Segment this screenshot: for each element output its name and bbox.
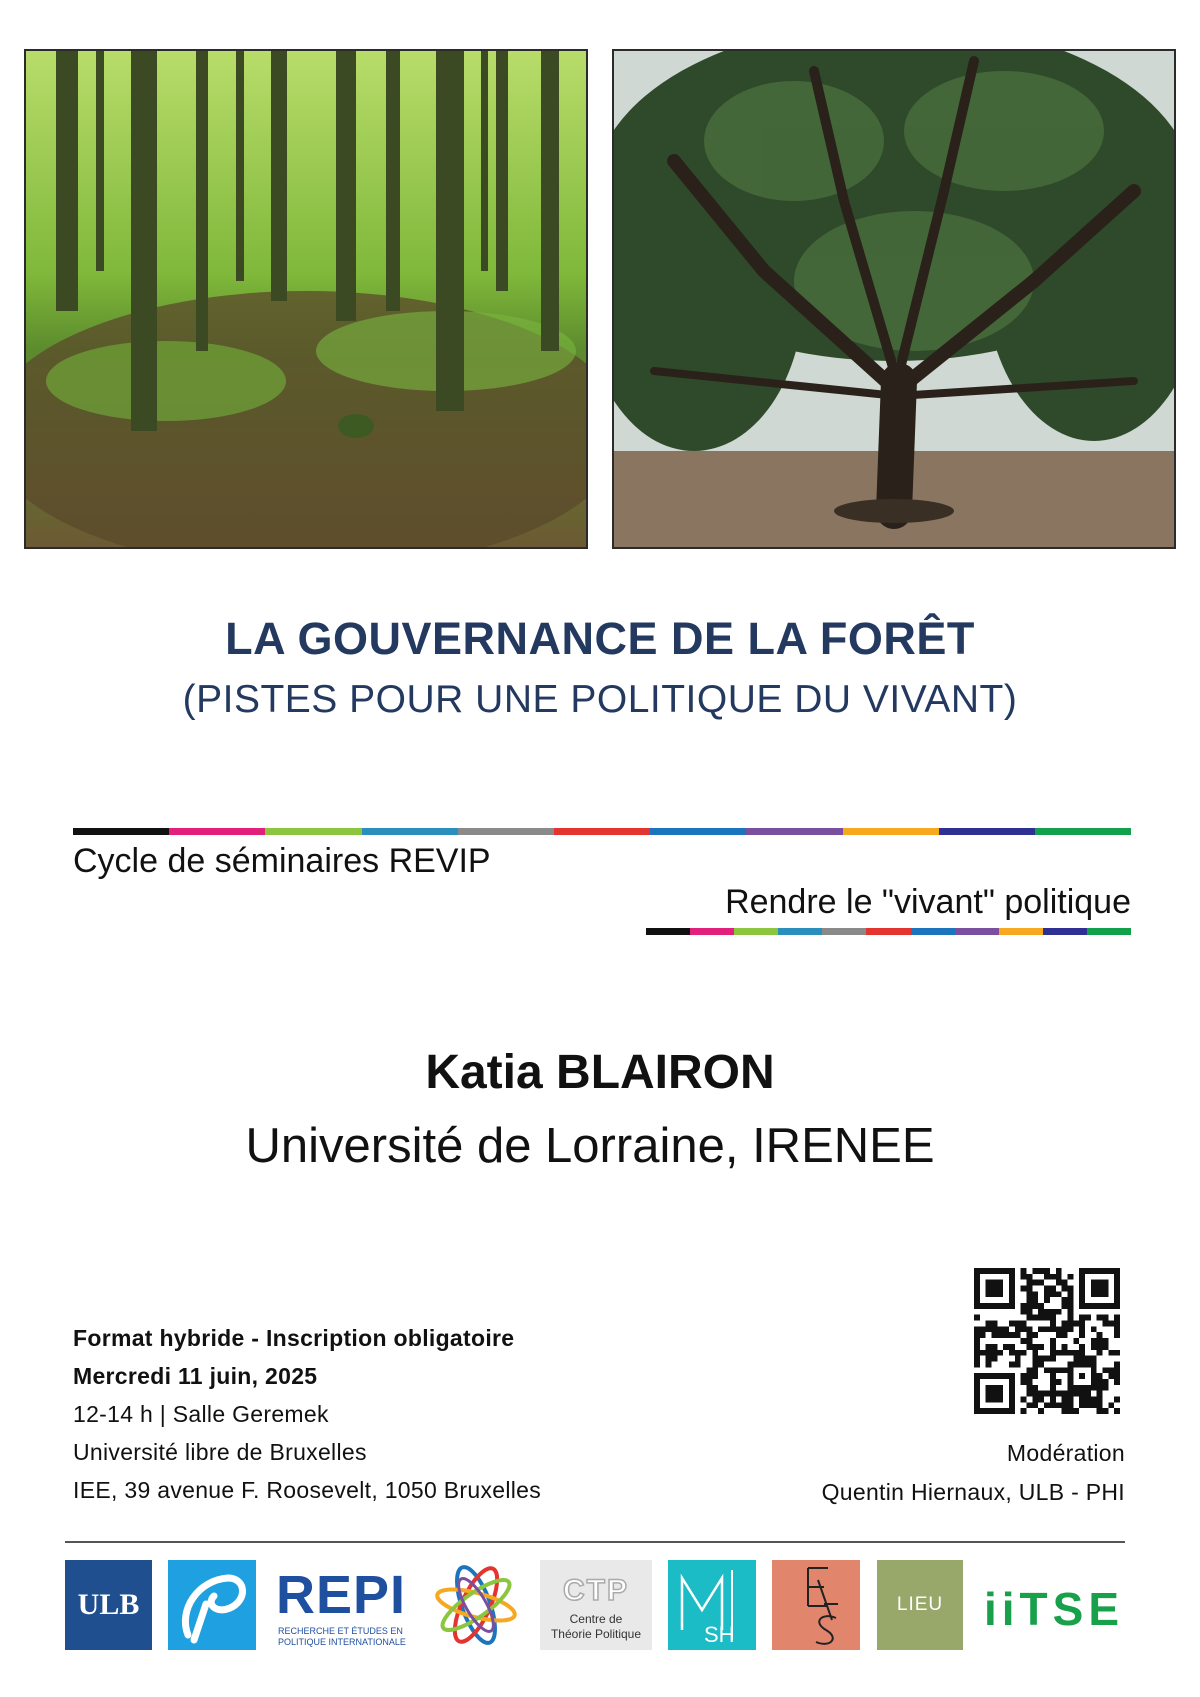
- speaker-name: Katia BLAIRON: [425, 1046, 775, 1099]
- lieu-logo-text: LIEU: [896, 1594, 944, 1615]
- repi-logo: [276, 1560, 416, 1650]
- stripe-segment: [73, 828, 169, 835]
- msh-logo: [668, 1560, 756, 1650]
- iitse-logo: [978, 1560, 1128, 1650]
- repi-logo-subtitle: [278, 1626, 428, 1648]
- color-stripe-top: [73, 828, 1131, 835]
- seminar-series-title: Cycle de séminaires REVIP: [73, 842, 491, 880]
- stripe-segment: [690, 928, 734, 935]
- event-format: Format hybride - Inscription obligatoire: [73, 1325, 515, 1351]
- page-title: LA GOUVERNANCE DE LA FORÊT: [225, 613, 975, 664]
- iitse-logo-word: iiTSE: [984, 1583, 1125, 1635]
- lieu-logo: [877, 1560, 963, 1650]
- stripe-segment: [866, 928, 910, 935]
- footer-divider: [65, 1541, 1125, 1543]
- stripe-segment: [646, 928, 690, 935]
- repi-subtitle-line1: RECHERCHE ET ÉTUDES EN: [278, 1626, 403, 1636]
- stripe-segment: [554, 828, 650, 835]
- stripe-segment: [843, 828, 939, 835]
- stripe-segment: [1087, 928, 1131, 935]
- stripe-segment: [999, 928, 1043, 935]
- stripe-segment: [169, 828, 265, 835]
- moderation-label: Modération: [1006, 1440, 1125, 1466]
- stripe-segment: [746, 828, 842, 835]
- oak-tree-photo: [612, 49, 1176, 549]
- event-time-place: 12-14 h | Salle Geremek: [73, 1401, 329, 1427]
- ctp-line2: Théorie Politique: [550, 1627, 642, 1641]
- color-stripe-bottom: [646, 928, 1131, 935]
- stripe-segment: [650, 828, 746, 835]
- ulb-logo-text: ULB: [77, 1588, 140, 1621]
- repi-subtitle-line2: POLITIQUE INTERNATIONALE: [278, 1637, 406, 1647]
- moderator-name: Quentin Hiernaux, ULB - PHI: [821, 1479, 1125, 1505]
- stripe-segment: [458, 828, 554, 835]
- seminar-series-theme: Rendre le "vivant" politique: [725, 883, 1131, 921]
- globe-logo: [430, 1560, 522, 1650]
- event-date: Mercredi 11 juin, 2025: [73, 1363, 318, 1389]
- stripe-segment: [822, 928, 866, 935]
- stripe-segment: [955, 928, 999, 935]
- repi-logo-word: REPI: [276, 1565, 407, 1625]
- stripe-segment: [1035, 828, 1131, 835]
- ctp-line1: Centre de: [569, 1612, 623, 1626]
- stripe-segment: [911, 928, 955, 935]
- stripe-segment: [362, 828, 458, 835]
- speaker-affiliation: Université de Lorraine, IRENEE: [245, 1119, 935, 1173]
- eas-logo: [772, 1560, 860, 1650]
- philosophy-logo: [168, 1560, 256, 1650]
- event-university: Université libre de Bruxelles: [73, 1439, 367, 1465]
- ctp-logo-text: [540, 1612, 652, 1642]
- stripe-segment: [265, 828, 361, 835]
- ulb-logo: [65, 1560, 152, 1650]
- stripe-segment: [734, 928, 778, 935]
- svg-text:SH: SH: [704, 1622, 735, 1647]
- event-address: IEE, 39 avenue F. Roosevelt, 1050 Bruxelles: [73, 1477, 542, 1503]
- registration-qr-code[interactable]: [974, 1268, 1120, 1414]
- stripe-segment: [1043, 928, 1087, 935]
- ctp-logo: [540, 1560, 652, 1650]
- forest-photo: [24, 49, 588, 549]
- page-subtitle: (PISTES POUR UNE POLITIQUE DU VIVANT): [182, 678, 1018, 721]
- ctp-logo-letters: CTP: [563, 1574, 629, 1607]
- stripe-segment: [939, 828, 1035, 835]
- stripe-segment: [778, 928, 822, 935]
